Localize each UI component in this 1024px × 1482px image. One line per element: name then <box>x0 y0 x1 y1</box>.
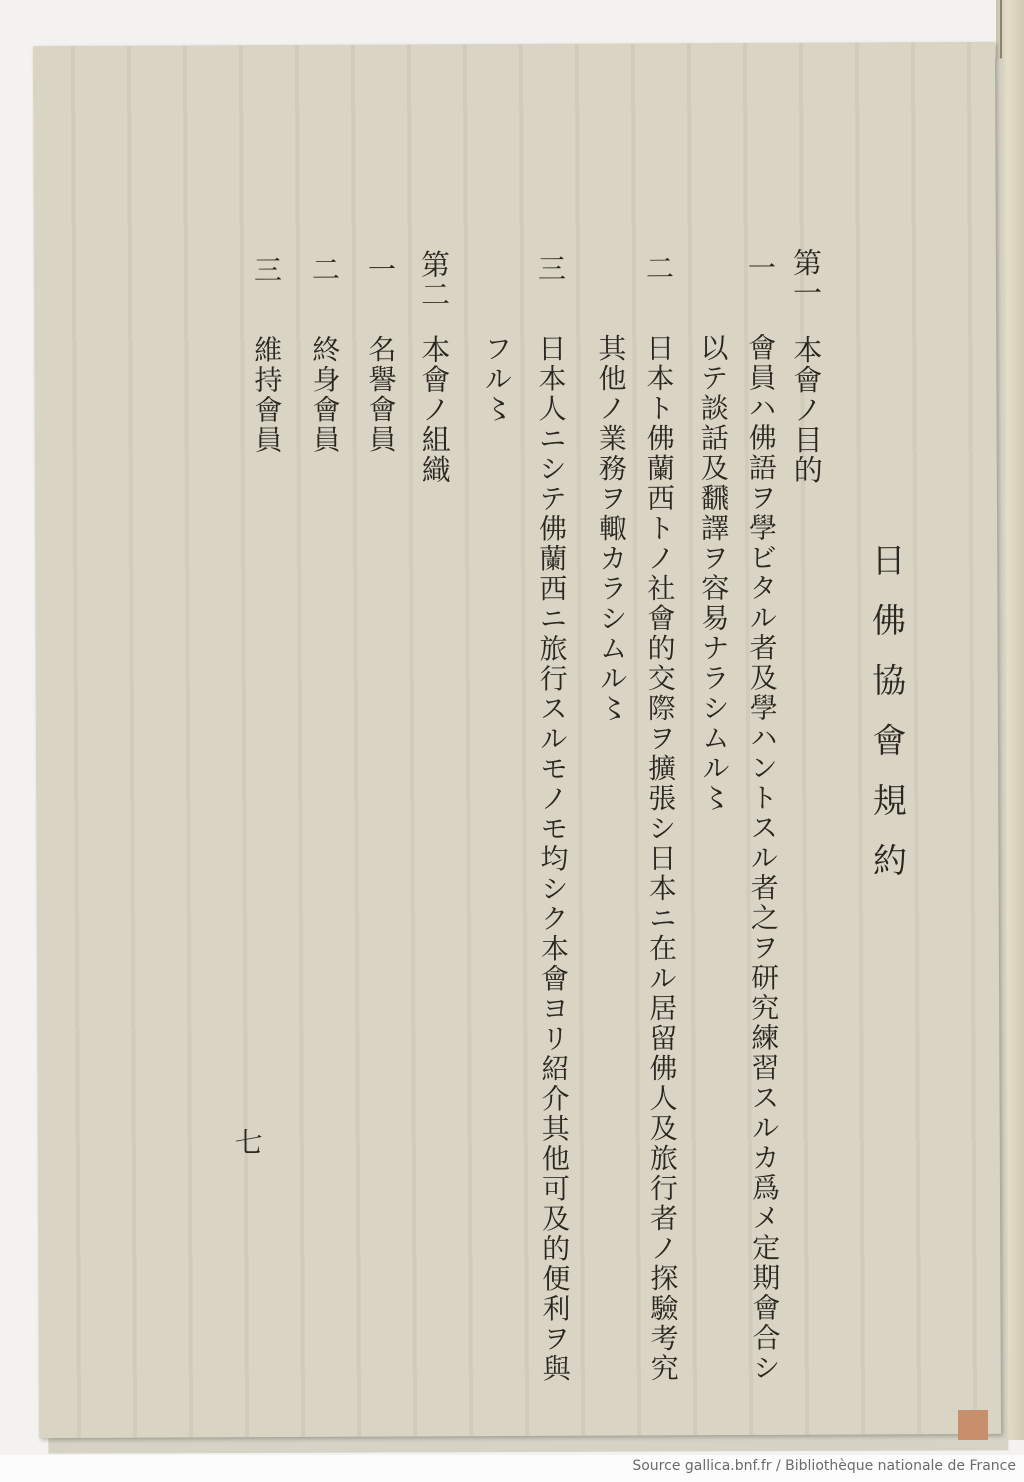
clause-1-number: 一 <box>743 252 778 284</box>
document-title: 日佛協會規約 <box>865 542 907 903</box>
page-number: 七 <box>234 1126 263 1160</box>
document-page <box>33 42 1001 1438</box>
article-1-title: 本會ノ目的 <box>789 334 824 485</box>
clause-2-number: 二 <box>641 253 676 284</box>
member-type-3-number: 三 <box>249 255 284 286</box>
member-type-2-number: 二 <box>307 254 342 285</box>
binding-tab <box>958 1410 988 1440</box>
clause-3-line-2: フル〻 <box>480 334 514 425</box>
member-type-1-label: 名譽會員 <box>364 334 398 455</box>
member-type-3-label: 維持會員 <box>250 335 284 456</box>
clause-3-number: 三 <box>533 253 568 284</box>
show-through-texture <box>33 42 1001 1438</box>
clause-2-line-2: 其他ノ業務ヲ輙カラシムル〻 <box>594 333 629 724</box>
article-2-title: 本會ノ組織 <box>417 334 452 485</box>
source-credit: Source gallica.bnf.fr / Bibliothèque nationale de France <box>632 1458 1016 1474</box>
clause-1-line-2: 以テ談話及飜譯ヲ容易ナラシムル〻 <box>696 333 732 814</box>
member-type-2-label: 終身會員 <box>308 334 342 455</box>
clause-2-line-1: 日本ト佛蘭西トノ社會的交際ヲ擴張シ日本ニ在ル居留佛人及旅行者ノ探驗考究 <box>642 333 680 1384</box>
article-1-heading: 第一 <box>788 247 824 308</box>
article-2-heading: 第二 <box>416 249 452 310</box>
clause-3-line-1: 日本人ニシテ佛蘭西ニ旅行スルモノモ均シク本會ヨリ紹介其他可及的便利ヲ與 <box>534 333 572 1384</box>
member-type-1-number: 一 <box>363 254 398 285</box>
clause-1-line-1: 會員ハ佛語ヲ學ビタル者及學ハントスル者之ヲ研究練習スルカ爲メ定期會合シ <box>744 332 782 1383</box>
